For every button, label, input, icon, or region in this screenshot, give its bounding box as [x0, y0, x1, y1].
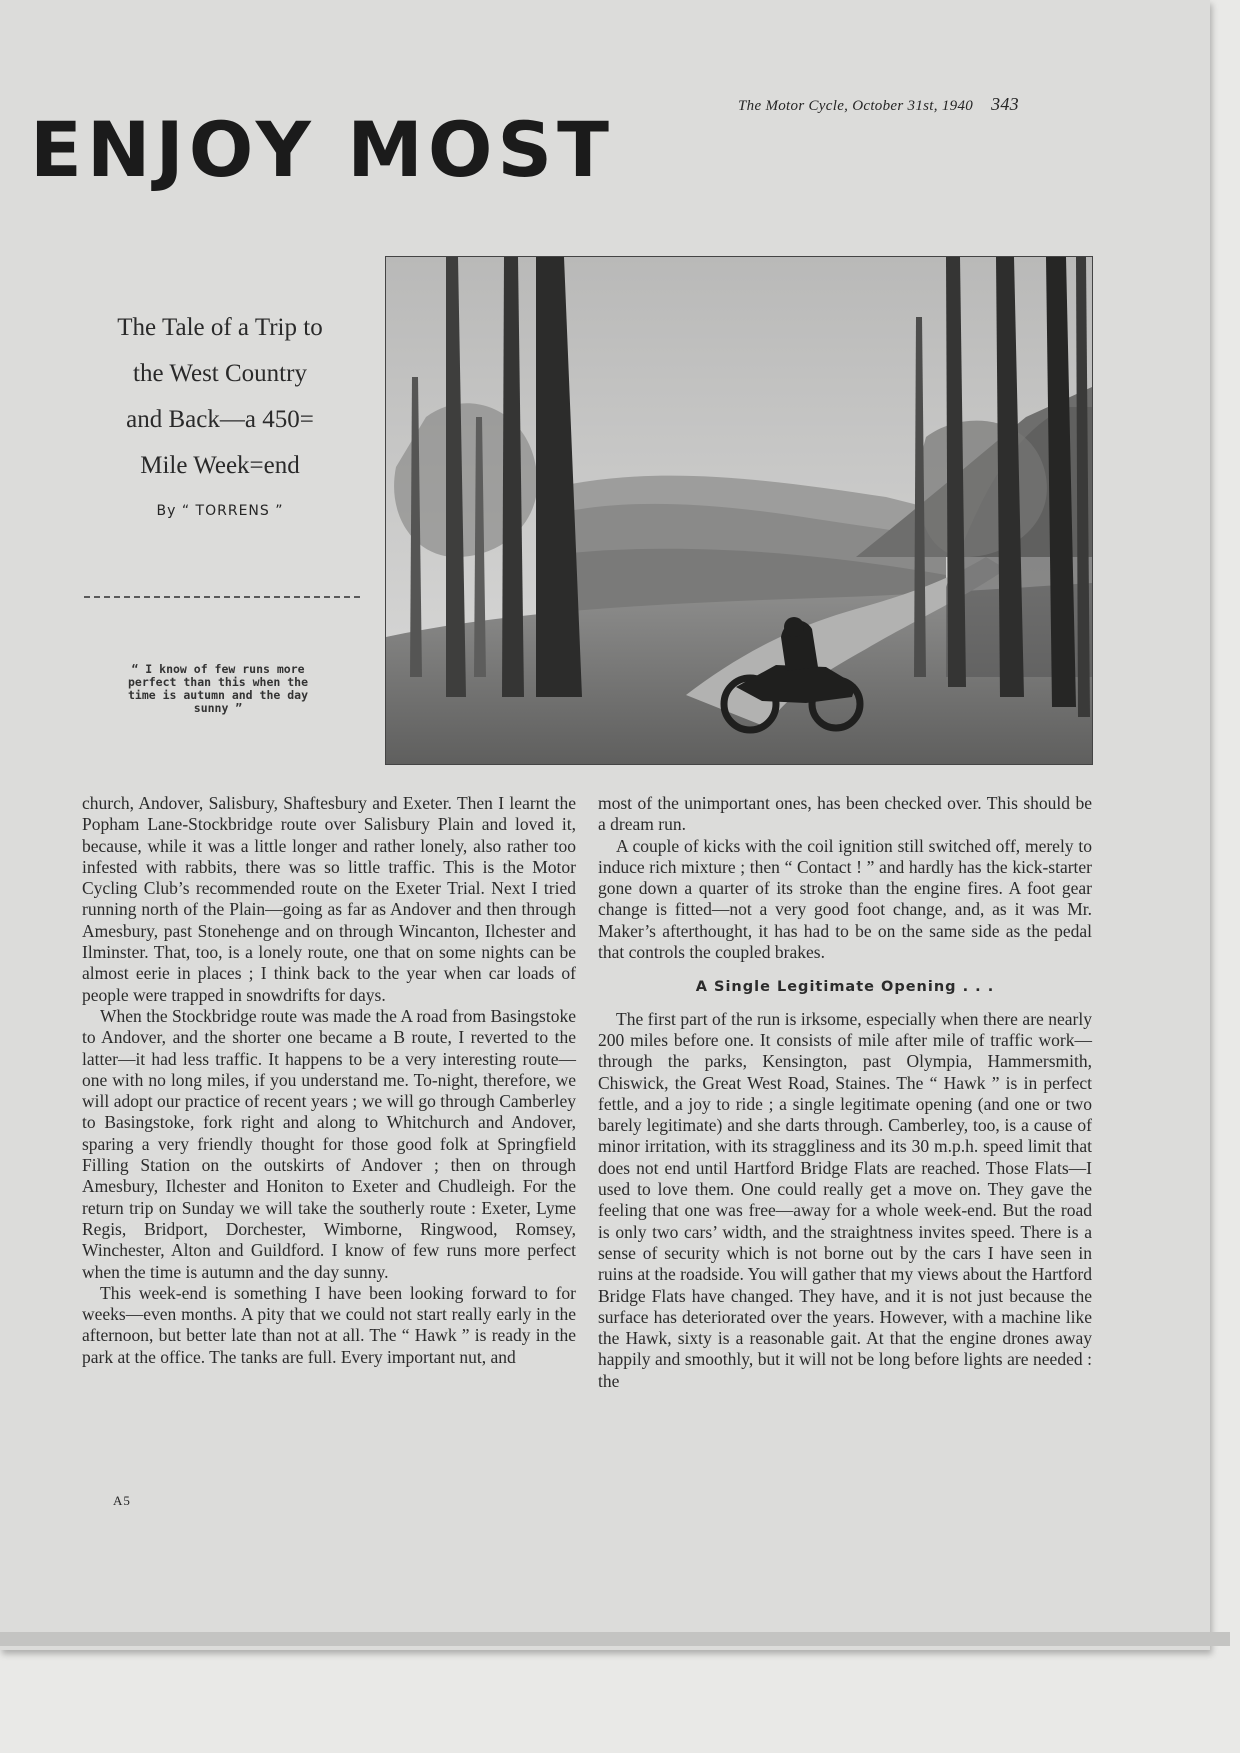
byline: By “ TORRENS ” [156, 503, 284, 519]
article-headline: ENJOY MOST [30, 105, 615, 194]
pull-quote-line: time is autumn and the day [127, 688, 308, 702]
pull-quote-line: sunny ” [193, 701, 243, 715]
article-subtitle [80, 305, 360, 489]
printer-folio-mark: A5 [113, 1493, 131, 1508]
body-paragraph: most of the unimportant ones, has been checked over. This should be a dream run. [598, 793, 1092, 835]
page-number: 343 [991, 94, 1019, 114]
section-subheading: A Single Legitimate Opening . . . [695, 979, 995, 996]
body-paragraph: A couple of kicks with the coil ignition still switched off, merely to induce rich mixture ; then “ Contact ! ” and hardly has the kick-starter gone down a quarter of its stroke than the engine fires. A foot gear change is fitted—not a very good foot change, and, as it was Mr. Maker’s afterthought, it has had to be on the same side as the pedal that controls the coupled brakes. [598, 835, 1092, 963]
subtitle-line: The Tale of a Trip to [117, 314, 323, 341]
pull-quote-line: “ I know of few runs more [131, 662, 305, 676]
page-edge-shadow [0, 1632, 1230, 1646]
running-head [738, 94, 1078, 115]
divider-rule [84, 596, 360, 598]
running-head-text: The Motor Cycle, October 31st, 1940 [738, 98, 974, 114]
body-paragraph: This week-end is something I have been looking forward to for weeks—even months. A pity that we could not start really early in the afternoon, but better late than not at all. The “ Hawk ” is ready in the park at the office. The tanks are full. Every important nut, and [82, 1282, 576, 1367]
subtitle-line: the West Country [133, 360, 307, 387]
pull-quote [100, 663, 336, 715]
motorcyclist-landscape-illustration [385, 256, 1093, 765]
right-text-column [598, 793, 1092, 1392]
body-paragraph: When the Stockbridge route was made the A road from Basingstoke to Andover, and the shorter one became a B route, I reverted to the latter—it had less traffic. It happens to be a very interesting route—one with no long miles, if you understand me. To-night, therefore, we will adopt our practice of recent years ; we will go through Camberley to Basingstoke, fork right and along to Whitchurch and Andover, sparing a very friendly thought for those good folk at Springfield Filling Station on the outskirts of Andover ; then on through Amesbury, Ilchester and Honiton to Exeter and Chudleigh. For the return trip on Sunday we will take the southerly route : Exeter, Lyme Regis, Bridport, Dorchester, Wimborne, Ringwood, Romsey, Winchester, Alton and Guildford. I know of few runs more perfect when the time is autumn and the day sunny. [82, 1005, 576, 1282]
body-paragraph: church, Andover, Salisbury, Shaftesbury and Exeter. Then I learnt the Popham Lane-Stockbridge route over Salisbury Plain and loved it, because, while it was a little longer and rather lonely, also rather too infested with rabbits, there was so little traffic. This is the Motor Cycling Club’s recommended route on the Exeter Trial. Next I tried running north of the Plain—going as far as Andover and then through Amesbury, past Stonehenge and on through Wincanton, Ilchester and Ilminster. That, too, is a lonely route, one that on some nights can be almost eerie in places ; I think back to the year when car loads of people were trapped in snowdrifts for days. [82, 793, 576, 1005]
subtitle-line: Mile Week=end [140, 452, 300, 479]
left-text-column [82, 793, 576, 1368]
subtitle-line: and Back—a 450= [126, 406, 314, 433]
illustration-drawing [386, 257, 1092, 764]
pull-quote-line: perfect than this when the [127, 675, 308, 689]
body-paragraph: The first part of the run is irksome, especially when there are nearly 200 miles before one. It consists of mile after mile of traffic work—through the parks, Kensington, past Olympia, Hammersmith, Chiswick, the Great West Road, Staines. The “ Hawk ” is in perfect fettle, and a joy to ride ; a single legitimate opening (and one or two barely legitimate) and she darts through. Camberley, too, is a cause of minor irritation, with its straggliness and its 30 m.p.h. speed limit that does not end until Hartford Bridge Flats are reached. Those Flats—I used to love them. One could really get a move on. They gave the feeling that one was free—away for a whole week-end. But the road is only two cars’ width, and the straightness invites speed. There is a sense of security which is not borne out by the cars I have seen in ruins at the roadside. You will gather that my views about the Hartford Bridge Flats have changed. They have, and it is not just because the surface has deteriorated over the years. However, with a machine like the Hawk, sixty is a reasonable gait. At that the engine drones away happily and smoothly, but it will not be long before lights are needed : the [598, 1008, 1092, 1391]
